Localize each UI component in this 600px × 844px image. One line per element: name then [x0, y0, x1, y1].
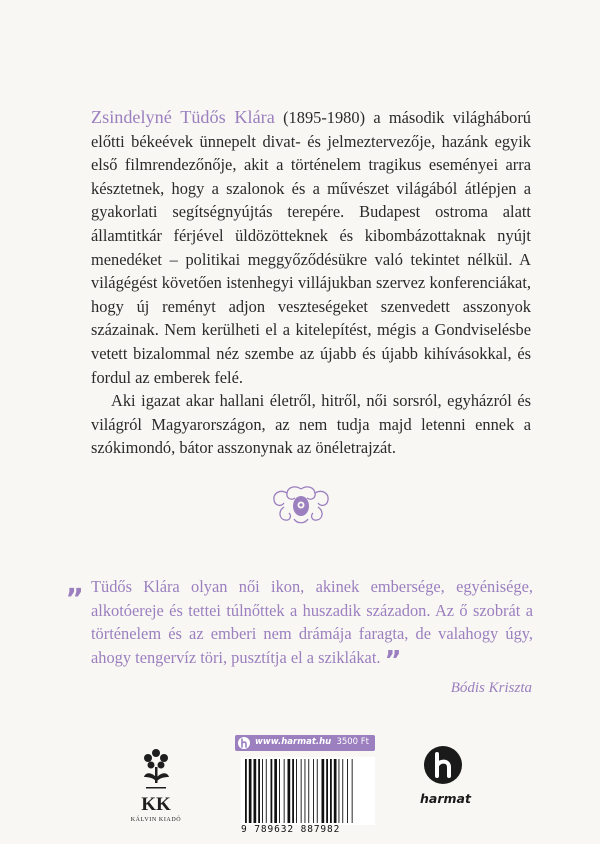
website-url: www.harmat.hu — [255, 737, 332, 747]
harmat-h-icon — [238, 737, 250, 749]
blurb-paragraph-2: Aki igazat akar hallani életről, hitről, női sorsról, egyházról és világról Magyarországon, az nem tudja majd letenni ennek a szókimondó, bátor asszonynak az önéletrajzát. — [91, 391, 531, 458]
kalvin-kiado-logo — [126, 747, 186, 837]
blurb-paragraph-1-text: (1895-1980) a második világháború előtti békeévek ünnepelt divat- és jelmeztervezője, hazánk egyik első filmrendezőnője, akit a történelem tragikus eseményei arra késztetnek, hogy a szalonok és a művészet világából átlépjen a gyakorlati segítségnyújtás terepére. Budapest ostroma alatt államtitkár férjével üldözötteknek és kibombázottaknak nyújt menedéket – politikai meggyőződésükre való tekintet nélkül. A világégést követően istenhegyi villájukban szervez konferenciákat, hogy új reményt adjon veszteségeket szenvedett asszonyok százainak. Nem kerülheti el a kitelepítést, mégis a Gondviselésbe vetett bizalommal néz szembe az újabb és újabb kihívásokkal, és fordul az emberek felé. — [91, 108, 531, 387]
quote-close-mark: ” — [384, 645, 402, 676]
price-bar — [235, 735, 375, 751]
kalvin-monogram-icon — [136, 747, 176, 815]
harmat-logo — [420, 745, 471, 806]
barcode — [241, 757, 375, 825]
author-name: Zsindelyné Tüdős Klára — [91, 107, 275, 127]
kalvin-monogram: KK — [141, 794, 171, 815]
quote-open-mark: „ — [66, 567, 85, 600]
back-cover-blurb — [91, 106, 531, 460]
price-label: 3500 Ft — [336, 737, 369, 747]
quote-text: Tüdős Klára olyan női ikon, akinek embersége, egyénisége, alkotóereje és tettei túlnőttek a huszadik századon. Az ő szobrát a történelem és az emberi nem drámája faragta, de valahogy úgy, ahogy tengervíz töri, pusztítja el a sziklákat. — [91, 577, 533, 667]
barcode-digits: 9 789632 887982 — [241, 824, 341, 835]
harmat-name: harmat — [420, 791, 471, 806]
blurb-paragraph-1 — [91, 106, 531, 389]
harmat-h-icon — [423, 745, 463, 785]
ornament-icon — [270, 483, 332, 527]
quote-block — [91, 575, 533, 676]
kalvin-kiado-name: KÁLVIN KIADÓ — [130, 817, 182, 823]
quote-author: Bódis Kriszta — [450, 680, 532, 696]
